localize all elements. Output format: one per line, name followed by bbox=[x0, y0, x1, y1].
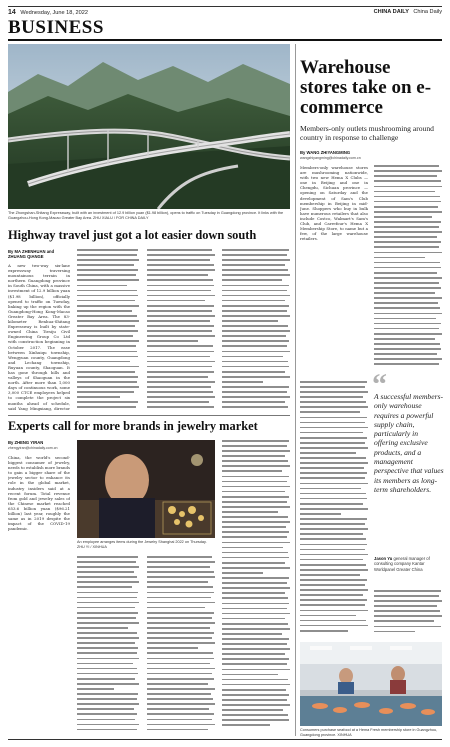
page-number: 14 bbox=[8, 9, 16, 16]
quote-attribution-name: Jason Yu bbox=[374, 556, 393, 561]
warehouse-deck: Members-only outlets mushrooming around country in response to challenge bbox=[300, 124, 434, 142]
quote-attribution-role: general manager of consulting company Kantar Worldpanel Greater China bbox=[374, 556, 430, 572]
jewelry-body-col2 bbox=[77, 556, 139, 736]
warehouse-byline-contact: wangzhiyangming@chinadaily.com.cn bbox=[300, 156, 361, 160]
warehouse-body-col2 bbox=[374, 150, 442, 378]
jewelry-byline-contact: zhengyiran@chinadaily.com.cn bbox=[8, 446, 58, 450]
highway-headline: Highway travel just got a lot easier down south bbox=[8, 228, 257, 242]
jewelry-photo-illustration bbox=[77, 440, 215, 538]
section-rule bbox=[8, 39, 442, 41]
section-title: BUSINESS bbox=[8, 17, 104, 38]
warehouse-body-col1b bbox=[300, 381, 368, 639]
warehouse-photo-illustration bbox=[300, 642, 442, 726]
paper-name bbox=[374, 9, 442, 15]
jewelry-body-col1: China, the world's second-biggest consumer of jewelry, needs to establish more brands to gain a bigger share of the jewelry sector to enhance its role in the global market, industry insiders said at a recent forum. Total revenue from gold and jewelry sales of the Chinese market reached 653.6 billion yuan ($96.21 billion) last year, roughly the same as in 2019 despite the impact of the COVID-19 pandemic. bbox=[8, 455, 70, 532]
warehouse-headline: Warehouse stores take on e-commerce bbox=[300, 57, 432, 118]
warehouse-quote-attribution bbox=[374, 556, 444, 572]
highway-photo-caption: The Zhongshan-Shitang Expressway, built with an investment of 12.9 billion yuan ($1.98 billion), opens to traffic on Tuesday in Guangdong province. It links with the Guangzhou-Hong Kong-Macao Greater Bay Area. ZHU XIALU / FOR CHINA DAILY bbox=[8, 211, 284, 220]
warehouse-body-col2b bbox=[374, 590, 442, 638]
top-rule bbox=[8, 6, 442, 7]
highway-body-col1: A new two-way six-lane expressway traversing mountainous terrain in northern Guangdong province in South China, with a massive investment of 12.9 billion yuan ($1.98 billion), officially opened to traffic on Tuesday, linking up the region with the Guangdong-Hong Kong-Macao Greater Bay Area. The 83-kilometer Renhua-Shitang Expressway is built by state-owned China Tiesiju Civil Engineering Group Co Ltd with construction beginning in October 2017. The ease between Xinhuiqu township, Wengyuan county, Guangdong and Lechang township, Ruyuan county, Shaoguan. It has gone through hills and valleys of Shaoguan in the north. After more than 1,000 days of continuous work, some 3,000 CTCE employees helped to complete the project six months ahead of schedule, said Yang Mingxiang, director bbox=[8, 263, 70, 411]
highway-body-col2 bbox=[77, 249, 139, 411]
paper-title: CHINA DAILY bbox=[373, 9, 409, 15]
footer-rule bbox=[8, 739, 442, 740]
issue-date: Wednesday, June 18, 2022 bbox=[20, 10, 88, 16]
warehouse-pull-quote: A successful members-only warehouse requires a powerful supply chain, particularly in offering exclusive products, and a management perspective that values its members as long-term shareholders. bbox=[374, 392, 444, 494]
paper-suffix: China Daily bbox=[413, 9, 442, 15]
warehouse-photo-caption: Consumers purchase seafood at a Hema Fresh membership store in Guangzhou, Guangdong province. XINHUA bbox=[300, 728, 438, 737]
jewelry-body-col4 bbox=[222, 440, 290, 736]
jewelry-photo bbox=[77, 440, 215, 538]
highway-photo bbox=[8, 44, 290, 209]
jewelry-body-col3 bbox=[147, 556, 215, 736]
story-divider bbox=[8, 415, 290, 416]
highway-photo-illustration bbox=[8, 44, 290, 209]
jewelry-byline: By ZHENG YIRAN bbox=[8, 440, 44, 445]
folio bbox=[8, 9, 88, 16]
highway-byline: By MA ZHENHUAN and ZHUANG QIANGE bbox=[8, 249, 55, 260]
jewelry-headline: Experts call for more brands in jewelry market bbox=[8, 419, 258, 433]
quote-mark-icon: “ bbox=[372, 368, 387, 401]
jewelry-photo-caption: An employee arranges items during the Jewelry Shanghai 2022 on Thursday. ZHU YI / XINHUA bbox=[77, 540, 207, 549]
warehouse-photo bbox=[300, 642, 442, 726]
highway-body-col3 bbox=[147, 249, 215, 411]
highway-body-col4 bbox=[222, 249, 290, 411]
column-divider bbox=[295, 44, 296, 736]
warehouse-byline: By WANG ZHIYANGMING bbox=[300, 150, 351, 155]
warehouse-body-col1: Members-only warehouse stores are mushrooming nationwide, with two new Hema X Clubs — one in Beijing and one in Chengdu, Sichuan province — opening on Saturday and the development of Sam's Club membership in Beijing in mid-June. Shoppers who buy in bulk have numerous retailers that also include Costco, Walmart's Sam's Club, and Carrefour's Hema X Membership Store, to name but a few, of the large warehouse retailers. bbox=[300, 165, 368, 242]
